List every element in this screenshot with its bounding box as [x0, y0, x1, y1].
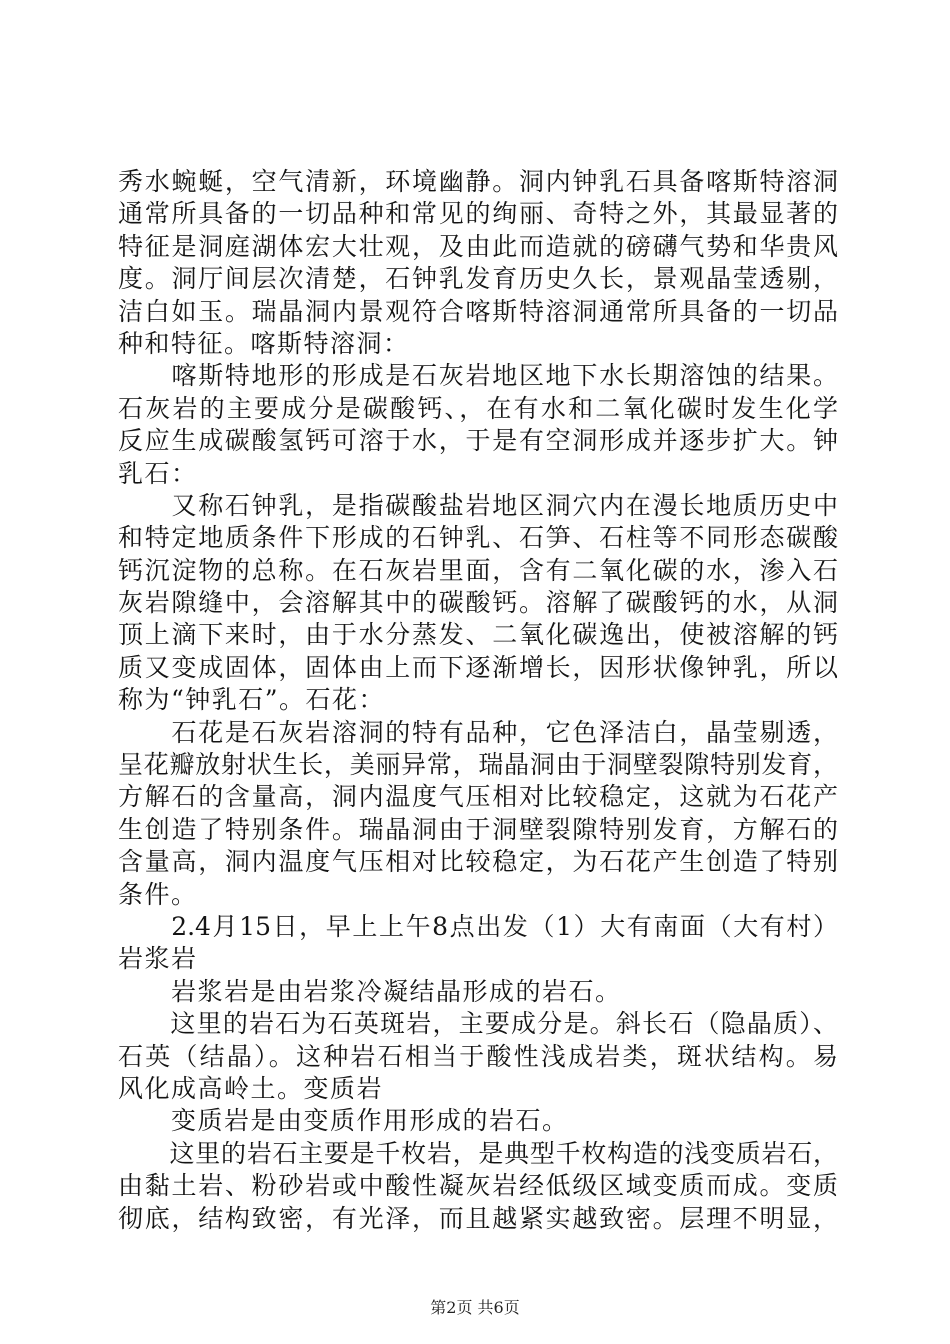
text-line: 含量高，洞内温度气压相对比较稳定，为石花产生创造了特别	[118, 847, 838, 877]
text-line: 岩浆岩	[118, 944, 198, 974]
text-line: 特征是洞庭湖体宏大壮观，及由此而造就的磅礴气势和华贵风	[118, 231, 838, 261]
text-line: 度。洞厅间层次清楚，石钟乳发育历史久长，景观晶莹透剔，	[118, 264, 838, 294]
text-line: 灰岩隙缝中，会溶解其中的碳酸钙。溶解了碳酸钙的水，从洞	[118, 588, 838, 618]
text-line: 石灰岩的主要成分是碳酸钙、，在有水和二氧化碳时发生化学	[118, 393, 838, 423]
document-body	[118, 166, 838, 1235]
text-line: 呈花瓣放射状生长，美丽异常，瑞晶洞由于洞壁裂隙特别发育，	[118, 750, 838, 780]
text-line: 2.4月15日，早上上午8点出发（1）大有南面（大有村）	[118, 911, 838, 941]
text-line: 又称石钟乳，是指碳酸盐岩地区洞穴内在漫长地质历史中	[118, 490, 838, 520]
text-line: 石花是石灰岩溶洞的特有品种，它色泽洁白，晶莹剔透，	[118, 717, 838, 747]
text-line: 石英（结晶）。这种岩石相当于酸性浅成岩类，斑状结构。易	[118, 1041, 838, 1071]
text-line: 通常所具备的一切品种和常见的绚丽、奇特之外，其最显著的	[118, 199, 838, 229]
text-line: 生创造了特别条件。瑞晶洞由于洞壁裂隙特别发育，方解石的	[118, 814, 838, 844]
text-line: 这里的岩石主要是千枚岩，是典型千枚构造的浅变质岩石，	[118, 1138, 838, 1168]
text-line: 种和特征。喀斯特溶洞：	[118, 328, 410, 358]
text-line: 乳石：	[118, 458, 198, 488]
text-line: 反应生成碳酸氢钙可溶于水，于是有空洞形成并逐步扩大。钟	[118, 426, 838, 456]
text-line: 喀斯特地形的形成是石灰岩地区地下水长期溶蚀的结果。	[118, 361, 838, 391]
text-line: 秀水蜿蜒，空气清新，环境幽静。洞内钟乳石具备喀斯特溶洞	[118, 167, 838, 196]
text-line: 称为“钟乳石”。石花：	[118, 685, 386, 715]
page-number-footer: 第2页 共6页	[430, 1298, 520, 1317]
text-line: 质又变成固体，固体由上而下逐渐增长，因形状像钟乳，所以	[118, 652, 838, 682]
text-line: 洁白如玉。瑞晶洞内景观符合喀斯特溶洞通常所具备的一切品	[118, 296, 838, 326]
text-line: 顶上滴下来时，由于水分蒸发、二氧化碳逸出，使被溶解的钙	[118, 620, 838, 650]
text-line: 变质岩是由变质作用形成的岩石。	[118, 1106, 569, 1136]
text-line: 这里的岩石为石英斑岩，主要成分是。斜长石（隐晶质）、	[118, 1009, 838, 1039]
text-line: 钙沉淀物的总称。在石灰岩里面，含有二氧化碳的水，渗入石	[118, 555, 838, 585]
text-line: 岩浆岩是由岩浆冷凝结晶形成的岩石。	[118, 976, 622, 1006]
text-line: 和特定地质条件下形成的石钟乳、石笋、石柱等不同形态碳酸	[118, 523, 838, 553]
text-line: 由黏土岩、粉砂岩或中酸性凝灰岩经低级区域变质而成。变质	[118, 1171, 838, 1201]
text-line: 彻底，结构致密，有光泽，而且越紧实越致密。层理不明显，	[118, 1203, 838, 1233]
text-line: 方解石的含量高，洞内温度气压相对比较稳定，这就为石花产	[118, 782, 838, 812]
text-line: 条件。	[118, 879, 198, 909]
text-line: 风化成高岭土。变质岩	[118, 1073, 384, 1103]
